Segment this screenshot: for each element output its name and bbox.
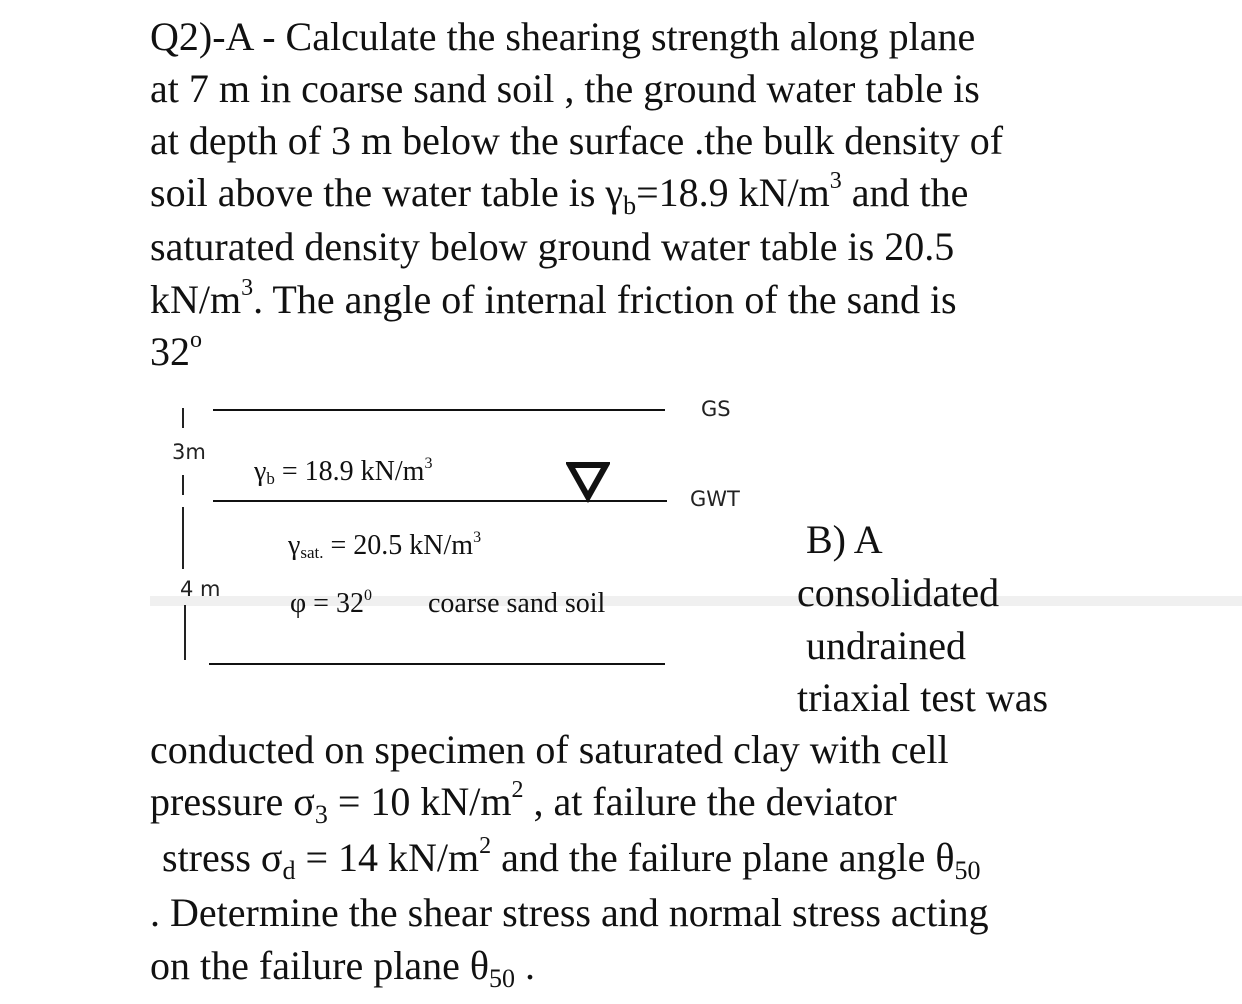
text: = 14 kN/m <box>295 835 480 880</box>
text: 2 <box>511 777 524 803</box>
ground-surface-line <box>213 409 665 411</box>
water-table-triangle-icon <box>566 461 610 503</box>
text: soil above the water table is γ <box>150 170 624 215</box>
question-a-line <box>150 275 957 322</box>
text: d <box>282 856 296 885</box>
text: γ <box>288 530 301 561</box>
dimension-line <box>182 408 184 428</box>
text: φ = 32 <box>290 588 364 619</box>
text: . The angle of internal friction of the sand is <box>253 277 957 322</box>
dimension-line <box>182 475 184 495</box>
text: γ <box>254 456 267 487</box>
question-b-line: conducted on specimen of saturated clay with cell <box>150 727 949 772</box>
question-a-line: saturated density below ground water table is 20.5 <box>150 224 955 269</box>
text: 3 <box>424 455 433 472</box>
text: =18.9 kN/m <box>636 170 830 215</box>
soil-type-label: coarse sand soil <box>428 588 606 619</box>
text: stress σ <box>162 835 283 880</box>
text: 3 <box>829 168 842 194</box>
question-b-line: triaxial test was <box>797 675 1049 720</box>
text: = 10 kN/m <box>327 779 512 824</box>
text: = 20.5 kN/m <box>323 530 474 561</box>
text: pressure σ <box>150 779 315 824</box>
text: and the failure plane angle θ <box>491 835 955 880</box>
text: 50 <box>489 964 516 993</box>
text: kN/m <box>150 277 242 322</box>
text: on the failure plane θ <box>150 943 490 988</box>
saturated-density-label <box>288 530 481 562</box>
text: 3 <box>473 529 482 546</box>
question-b-line <box>150 777 897 829</box>
depth-label-3m: 3m <box>172 440 206 464</box>
question-a-line: at 7 m in coarse sand soil , the ground water table is <box>150 66 980 111</box>
text: 50 <box>954 856 981 885</box>
gwt-label: GWT <box>690 487 740 511</box>
question-b-line <box>150 943 536 993</box>
text: sat. <box>300 543 324 562</box>
dimension-line <box>184 605 186 660</box>
text: = 18.9 kN/m <box>274 456 425 487</box>
text: 3 <box>314 800 328 829</box>
text: . <box>515 943 536 988</box>
text: b <box>623 191 637 220</box>
bulk-density-label <box>254 456 432 488</box>
question-a-line: Q2)-A - Calculate the shearing strength along plane <box>150 14 976 59</box>
text: and the <box>841 170 969 215</box>
question-a-line <box>150 327 202 374</box>
text: 3 <box>241 275 254 301</box>
bottom-line <box>209 663 665 665</box>
text: b <box>266 469 275 488</box>
question-b-line: B) A <box>806 517 883 562</box>
depth-label-4m: 4 m <box>180 577 221 601</box>
text: 2 <box>479 833 492 859</box>
question-b-line: . Determine the shear stress and normal stress acting <box>150 890 989 935</box>
friction-angle-label <box>290 588 372 620</box>
text: , at failure the deviator <box>523 779 897 824</box>
question-b-line <box>162 833 981 885</box>
question-a-line: at depth of 3 m below the surface .the bulk density of <box>150 118 1004 163</box>
gs-label: GS <box>701 397 731 421</box>
question-b-line: consolidated <box>797 570 1000 615</box>
dimension-line <box>182 507 184 569</box>
text: 32 <box>150 329 190 374</box>
question-b-line: undrained <box>806 623 966 668</box>
question-a-line <box>150 168 969 220</box>
text: o <box>190 327 202 353</box>
text: 0 <box>363 587 372 604</box>
